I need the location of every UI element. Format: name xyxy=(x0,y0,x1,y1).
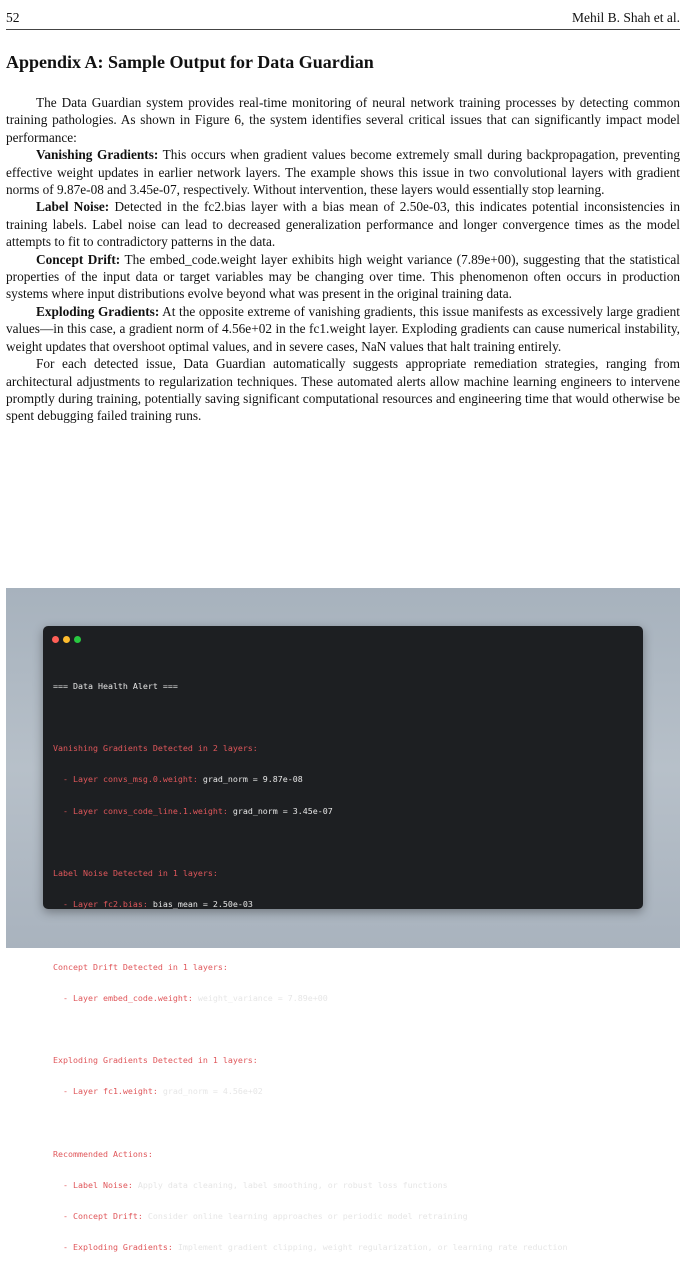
closing-paragraph: For each detected issue, Data Guardian automatically suggests appropriate remediation strategies, ranging from architectural adjustments to regularization techniques. These automated alerts allow machine learning engineers to intervene promptly during training, potentially saving significant computational resources and engineering time that would otherwise be spent debugging failed training runs. xyxy=(6,356,680,424)
action-key: - Label Noise: xyxy=(53,1180,133,1191)
action-value: Implement gradient clipping, weight regularization, or learning rate reduction xyxy=(172,1242,568,1253)
issue-term: Concept Drift: xyxy=(36,251,121,267)
layer-key: - Layer fc2.bias: xyxy=(53,899,148,910)
layer-value: weight_variance = 7.89e+00 xyxy=(192,992,328,1003)
issue-paragraph-label-noise xyxy=(6,198,680,250)
issue-text: Detected in the fc2.bias layer with a bias mean of 2.50e-03, this indicates potential inconsistencies in training labels. Label noise can lead to decreased generalization performance and longer convergence times as the model attempts to fit to contradictory patterns in the data. xyxy=(6,199,681,250)
terminal-line xyxy=(53,993,568,1003)
terminal-line xyxy=(53,806,568,816)
appendix-body xyxy=(6,94,680,425)
issue-text: The embed_code.weight layer exhibits high weight variance (7.89e+00), suggesting that the statistical properties of the input data or target variables may be changing over time. This phenomenon often occurs in production systems where input distributions evolve beyond what was present in the original training data. xyxy=(6,251,680,302)
issue-paragraph-vanishing xyxy=(6,146,680,198)
action-key: - Concept Drift: xyxy=(53,1211,143,1222)
layer-key: - Layer embed_code.weight: xyxy=(53,992,193,1003)
action-value: Consider online learning approaches or periodic model retraining xyxy=(142,1211,468,1222)
close-dot-icon xyxy=(52,636,59,643)
minimize-dot-icon xyxy=(63,636,70,643)
section-heading: Exploding Gradients Detected in 1 layers: xyxy=(53,1055,258,1066)
layer-key: - Layer convs_code_line.1.weight: xyxy=(53,805,228,816)
issue-paragraph-concept-drift xyxy=(6,251,680,303)
issue-text: This occurs when gradient values become extremely small during backpropagation, preventing effective weight updates in earlier network layers. The example shows this issue in two convolutional layers with gradient norms of 9.87e-08 and 3.45e-07, respectively. Without intervention, these layers would essentially stop learning. xyxy=(6,147,680,198)
alert-title: === Data Health Alert === xyxy=(53,680,178,691)
terminal-line xyxy=(53,1211,568,1221)
layer-value: bias_mean = 2.50e-03 xyxy=(147,899,253,910)
action-value: Apply data cleaning, label smoothing, or robust loss functions xyxy=(132,1180,448,1191)
terminal-line xyxy=(53,1086,568,1096)
terminal-output xyxy=(53,660,568,1274)
running-authors: Mehil B. Shah et al. xyxy=(572,10,680,25)
issue-term: Label Noise: xyxy=(36,199,110,215)
layer-value: grad_norm = 4.56e+02 xyxy=(157,1086,263,1097)
issue-paragraph-exploding xyxy=(6,303,680,355)
section-heading: Recommended Actions: xyxy=(53,1148,153,1159)
layer-key: - Layer convs_msg.0.weight: xyxy=(53,774,198,785)
page-number: 52 xyxy=(6,10,20,25)
issue-term: Exploding Gradients: xyxy=(36,303,160,319)
layer-value: grad_norm = 3.45e-07 xyxy=(227,805,333,816)
terminal-figure xyxy=(6,588,680,1253)
section-heading: Concept Drift Detected in 1 layers: xyxy=(53,961,228,972)
running-header xyxy=(6,4,680,30)
terminal-line xyxy=(53,774,568,784)
window-controls xyxy=(52,636,81,643)
appendix-title: Appendix A: Sample Output for Data Guardian xyxy=(6,52,374,72)
terminal-line xyxy=(53,1180,568,1190)
issue-text: At the opposite extreme of vanishing gradients, this issue manifests as excessively large gradient values—in this case, a gradient norm of 4.56e+02 in the fc1.weight layer. Exploding gradients can cause numerical instability, weight updates that overshoot optimal values, and in severe cases, NaN values that halt training entirely. xyxy=(6,303,680,354)
terminal-line xyxy=(53,1242,568,1252)
intro-paragraph: The Data Guardian system provides real-time monitoring of neural network training processes by detecting common training pathologies. As shown in Figure 6, the system identifies several critical issues that can significantly impact model performance: xyxy=(6,95,680,145)
terminal-window xyxy=(43,626,643,1253)
layer-key: - Layer fc1.weight: xyxy=(53,1086,158,1097)
terminal-line xyxy=(53,899,568,909)
section-heading: Label Noise Detected in 1 layers: xyxy=(53,868,218,879)
issue-term: Vanishing Gradients: xyxy=(36,147,159,163)
action-key: - Exploding Gradients: xyxy=(53,1242,173,1253)
maximize-dot-icon xyxy=(74,636,81,643)
section-heading: Vanishing Gradients Detected in 2 layers: xyxy=(53,743,258,754)
layer-value: grad_norm = 9.87e-08 xyxy=(197,774,303,785)
